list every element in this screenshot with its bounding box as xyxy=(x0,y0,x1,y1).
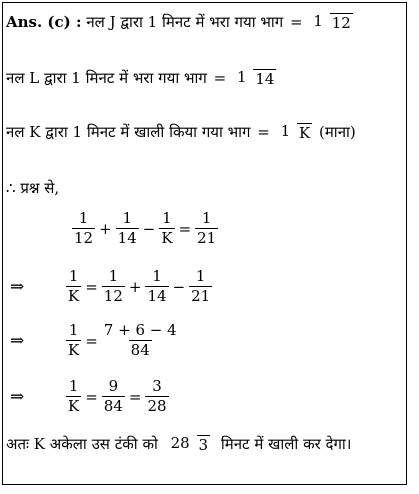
denominator: 12 xyxy=(103,287,123,305)
fraction xyxy=(102,268,125,305)
equals-sign: = xyxy=(257,123,270,141)
denominator: 84 xyxy=(130,341,150,359)
fraction xyxy=(169,435,210,454)
equation-4 xyxy=(10,378,171,415)
equals-sign: = xyxy=(85,331,98,350)
line-tap-j xyxy=(6,12,355,32)
numerator: 1 xyxy=(78,209,89,227)
denominator: K xyxy=(68,341,80,359)
implies-arrow-icon: ⇒ xyxy=(10,330,25,351)
fraction xyxy=(279,123,313,142)
denominator: 14 xyxy=(255,69,275,88)
fraction xyxy=(66,268,81,305)
line-text: नल K द्वारा 1 मिनट में खाली किया गया भाग xyxy=(6,123,251,141)
fraction xyxy=(311,13,352,32)
denominator: 21 xyxy=(197,229,217,247)
denominator: 12 xyxy=(331,13,351,32)
denominator: K xyxy=(68,397,80,415)
line-tap-k xyxy=(6,122,356,142)
numerator: 1 xyxy=(68,267,79,285)
implies-arrow-icon: ⇒ xyxy=(10,276,25,297)
equation-1 xyxy=(70,210,220,247)
equals-sign: = xyxy=(290,13,303,31)
numerator: 1 xyxy=(237,68,247,86)
fraction xyxy=(195,210,218,247)
numerator: 1 xyxy=(280,122,291,140)
fraction xyxy=(116,210,139,247)
numerator: 1 xyxy=(68,321,79,339)
implies-arrow-icon: ⇒ xyxy=(10,386,25,407)
equals-sign: = xyxy=(85,387,98,406)
numerator: 7 + 6 − 4 xyxy=(103,321,177,339)
line-text: नल J द्वारा 1 मिनट में भरा गया भाग xyxy=(86,13,284,31)
equals-sign: = xyxy=(213,69,227,87)
therefore-symbol: ∴ xyxy=(6,179,16,197)
denominator: K xyxy=(161,229,173,247)
plus-sign: + xyxy=(128,277,142,296)
numerator: 1 xyxy=(201,209,212,227)
numerator: 1 xyxy=(195,267,206,285)
fraction xyxy=(102,378,125,415)
numerator: 3 xyxy=(152,377,162,395)
fraction xyxy=(102,322,179,359)
equals-sign: = xyxy=(128,387,142,406)
denominator: 84 xyxy=(103,397,123,415)
denominator: 28 xyxy=(147,397,167,415)
fraction xyxy=(159,210,174,247)
answer-label: Ans. (c) : xyxy=(6,13,82,31)
denominator: 21 xyxy=(191,287,211,305)
line-conclusion xyxy=(6,434,351,454)
numerator: 9 xyxy=(108,377,119,395)
fraction xyxy=(189,268,212,305)
line-text: मिनट में खाली कर देगा। xyxy=(220,435,352,453)
equation-3 xyxy=(10,322,181,359)
fraction xyxy=(145,268,168,305)
line-text: प्रश्न से, xyxy=(20,179,60,197)
minus-sign: − xyxy=(142,219,156,238)
line-text: नल L द्वारा 1 मिनट में भरा गया भाग xyxy=(6,69,207,87)
equation-2 xyxy=(10,268,214,305)
numerator: 1 xyxy=(152,267,162,285)
fraction xyxy=(72,210,95,247)
denominator: 14 xyxy=(117,229,137,247)
denominator: 12 xyxy=(74,229,94,247)
line-tap-l xyxy=(6,68,278,88)
fraction xyxy=(66,378,81,415)
equals-sign: = xyxy=(85,277,98,296)
numerator: 1 xyxy=(122,209,132,227)
denominator: 3 xyxy=(198,435,209,454)
numerator: 1 xyxy=(162,209,172,227)
line-according xyxy=(6,178,59,197)
denominator: 14 xyxy=(147,287,167,305)
equals-sign: = xyxy=(178,219,192,238)
denominator: K xyxy=(68,287,80,305)
assumed-label: (माना) xyxy=(318,123,356,141)
fraction xyxy=(235,69,276,88)
line-text: अतः K अकेला उस टंकी को xyxy=(6,435,158,453)
numerator: 28 xyxy=(170,434,190,452)
numerator: 1 xyxy=(108,267,119,285)
numerator: 1 xyxy=(68,377,79,395)
minus-sign: − xyxy=(172,277,186,296)
plus-sign: + xyxy=(99,219,112,238)
fraction xyxy=(66,322,81,359)
numerator: 1 xyxy=(313,12,323,30)
denominator: K xyxy=(298,123,311,142)
fraction xyxy=(145,378,168,415)
